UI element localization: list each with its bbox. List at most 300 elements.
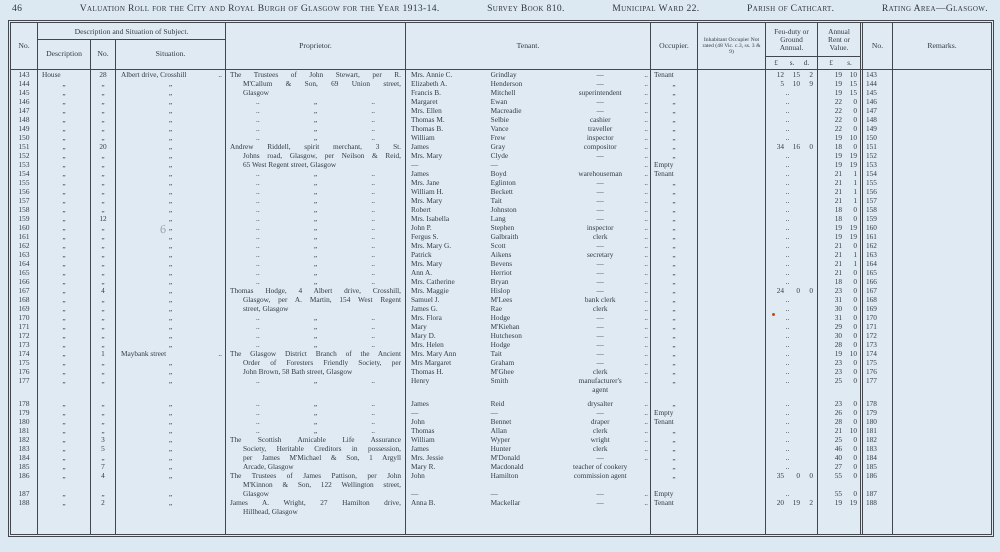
cell-inhabitant-occupier: [698, 498, 766, 507]
rent-shillings: 0: [853, 277, 857, 286]
tenant-surname: Boyd: [490, 169, 507, 178]
cell-proprietor: [226, 70, 406, 79]
ditto-mark: „: [313, 133, 318, 142]
rent-pounds: 25: [834, 376, 842, 385]
cell-tenant: [406, 286, 651, 295]
cell-situation: [116, 322, 226, 331]
cell-inhabitant-occupier: [698, 259, 766, 268]
row-number: 188: [11, 498, 38, 507]
cell-description: „: [38, 340, 91, 349]
tenant-forename: [411, 480, 491, 489]
rent-pounds: 21: [834, 196, 842, 205]
cell-inhabitant-occupier: [698, 97, 766, 106]
cell-inhabitant-occupier: [698, 385, 766, 394]
ditto-dots: ..: [785, 106, 790, 115]
cell-house-number: „: [91, 399, 116, 408]
situation-text: „: [168, 214, 173, 223]
cell-tenant: [406, 313, 651, 322]
cell-proprietor: [226, 462, 406, 471]
cell-inhabitant-occupier: [698, 160, 766, 169]
cell-description: „: [38, 178, 91, 187]
rent-pounds: 30: [834, 331, 842, 340]
rent-pounds: 19: [834, 70, 842, 79]
rent-shillings: 1: [853, 196, 857, 205]
tenant-surname: Scott: [490, 241, 506, 250]
ditto-mark: „: [313, 97, 318, 106]
rent-pounds: 19: [834, 498, 842, 507]
ditto-dots: ..: [785, 97, 790, 106]
cell-house-number: „: [91, 304, 116, 313]
rent-shillings: 0: [853, 106, 857, 115]
cell-annual-rent: [818, 97, 863, 106]
tenant-forename: Thomas H.: [411, 367, 444, 376]
tenant-forename: Thomas B.: [411, 124, 444, 133]
cell-description: „: [38, 358, 91, 367]
cell-feu-duty: [766, 151, 818, 160]
rent-pounds: 21: [834, 169, 842, 178]
cell-inhabitant-occupier: [698, 480, 766, 489]
cell-proprietor: [226, 241, 406, 250]
ditto-mark: „: [313, 322, 318, 331]
cell-feu-duty: [766, 187, 818, 196]
rent-pounds: 23: [834, 399, 842, 408]
cell-occupier: Tenant: [651, 498, 698, 507]
cell-house-number: 3: [91, 435, 116, 444]
ditto-dots: ..: [785, 304, 790, 313]
row-number: 186: [11, 471, 38, 480]
ditto-dots: ..: [644, 331, 648, 340]
row-number: 161: [11, 232, 38, 241]
cell-description: „: [38, 241, 91, 250]
row-number-right: 186: [863, 471, 893, 480]
ditto-dots: ..: [785, 124, 790, 133]
cell-situation: [116, 453, 226, 462]
cell-description: „: [38, 250, 91, 259]
row-number: 155: [11, 178, 38, 187]
proprietor-text: The Glasgow District Branch of the Ancient: [230, 349, 401, 358]
cell-annual-rent: [818, 187, 863, 196]
cell-description: „: [38, 277, 91, 286]
tenant-surname: Smith: [490, 376, 509, 385]
cell-annual-rent: [818, 79, 863, 88]
situation-text: „: [168, 399, 173, 408]
cell-occupier: „: [651, 349, 698, 358]
cell-house-number: 20: [91, 142, 116, 151]
cell-remarks: [893, 214, 991, 223]
situation-text: „: [168, 340, 173, 349]
tenant-surname: Mitchell: [490, 88, 516, 97]
cell-remarks: [893, 178, 991, 187]
situation-text: „: [168, 79, 173, 88]
ditto-dots: ..: [644, 169, 648, 178]
table-row-continuation: [11, 507, 991, 516]
table-row: [11, 70, 991, 79]
cell-proprietor: [226, 516, 406, 534]
row-number-right: 163: [863, 250, 893, 259]
tenant-occupation: —: [596, 286, 604, 295]
ditto-mark: ..: [256, 259, 260, 268]
cell-annual-rent: [818, 358, 863, 367]
cell-feu-duty: [766, 340, 818, 349]
feu-duty-label: Feu-duty or Ground Annual.: [774, 26, 809, 52]
table-row: [11, 399, 991, 408]
tenant-occupation: manufacturer's: [578, 376, 622, 385]
cell-tenant: [406, 471, 651, 480]
cell-proprietor: [226, 367, 406, 376]
ditto-dots: ..: [785, 250, 790, 259]
cell-occupier: „: [651, 426, 698, 435]
row-number: 164: [11, 259, 38, 268]
ditto-dots: ..: [785, 160, 790, 169]
situation-text: Albert drive, Crosshill: [121, 70, 187, 79]
annual-rent-label: Annual Rent or Value.: [828, 26, 850, 52]
cell-description: „: [38, 471, 91, 480]
rent-pounds: 25: [834, 435, 842, 444]
tenant-forename: [411, 507, 491, 516]
cell-house-number: „: [91, 187, 116, 196]
cell-description: „: [38, 462, 91, 471]
tenant-forename: John: [411, 471, 425, 480]
rent-shillings: 10: [849, 70, 857, 79]
tenant-surname: Clyde: [490, 151, 509, 160]
unit-label: d.: [803, 59, 810, 67]
cell-occupier: Empty: [651, 160, 698, 169]
feu-pounds: 34: [776, 142, 784, 151]
cell-house-number: [91, 516, 116, 534]
tenant-occupation: commission agent: [573, 471, 627, 480]
tenant-occupation: inspector: [586, 133, 614, 142]
cell-tenant: [406, 241, 651, 250]
tenant-surname: Herriot: [490, 268, 512, 277]
cell-feu-duty: [766, 376, 818, 385]
rent-shillings: 0: [853, 115, 857, 124]
row-number-right: 187: [863, 489, 893, 498]
ditto-mark: ..: [371, 259, 375, 268]
situation-text: „: [168, 286, 173, 295]
cell-remarks: [893, 79, 991, 88]
cell-occupier: „: [651, 295, 698, 304]
cell-house-number: „: [91, 133, 116, 142]
ditto-mark: ..: [256, 124, 260, 133]
cell-house-number: „: [91, 340, 116, 349]
tenant-occupation: —: [596, 196, 604, 205]
ditto-dots: ..: [644, 241, 648, 250]
ditto-mark: ..: [256, 133, 260, 142]
situation-text: „: [168, 408, 173, 417]
rent-shillings: 0: [853, 205, 857, 214]
feu-pounds: 12: [776, 70, 784, 79]
cell-inhabitant-occupier: [698, 268, 766, 277]
cell-house-number: „: [91, 250, 116, 259]
ditto-dots: ..: [785, 151, 790, 160]
table-row: [11, 124, 991, 133]
cell-tenant: [406, 205, 651, 214]
table-row: [11, 79, 991, 88]
tenant-forename: John P.: [411, 223, 432, 232]
rent-shillings: 0: [853, 489, 857, 498]
cell-proprietor: [226, 223, 406, 232]
cell-feu-duty: [766, 426, 818, 435]
cell-feu-duty: [766, 232, 818, 241]
cell-situation: [116, 408, 226, 417]
ditto-mark: „: [313, 399, 318, 408]
cell-description: „: [38, 214, 91, 223]
col-header-no-right: No.: [863, 23, 893, 69]
row-number-right: 150: [863, 133, 893, 142]
cell-occupier: [651, 507, 698, 516]
situation-text: Maybank street: [121, 349, 167, 358]
rent-pounds: 22: [834, 106, 842, 115]
cell-description: [38, 516, 91, 534]
cell-description: House: [38, 70, 91, 79]
ditto-dots: ..: [218, 70, 222, 79]
col-header-desc-situation: Description and Situation of Subject.: [74, 26, 189, 36]
row-number: 183: [11, 444, 38, 453]
survey-book: Survey Book 810.: [487, 3, 565, 14]
cell-situation: [116, 507, 226, 516]
cell-feu-duty: [766, 399, 818, 408]
situation-text: „: [168, 435, 173, 444]
tenant-forename: Mrs. Jessie: [411, 453, 444, 462]
ditto-dots: ..: [644, 160, 648, 169]
col-header-description-group: [38, 23, 226, 69]
cell-proprietor: [226, 214, 406, 223]
proprietor-text: Glasgow, per A. Martin, 154 West Regent: [243, 295, 401, 304]
tenant-surname: Macreadie: [490, 106, 522, 115]
ditto-mark: „: [313, 223, 318, 232]
tenant-forename: Ann A.: [411, 268, 433, 277]
cell-feu-duty: [766, 471, 818, 480]
row-number: 187: [11, 489, 38, 498]
ditto-dots: ..: [644, 259, 648, 268]
cell-proprietor: [226, 313, 406, 322]
cell-annual-rent: [818, 426, 863, 435]
row-number: 149: [11, 124, 38, 133]
situation-text: „: [168, 106, 173, 115]
rent-shillings: 15: [849, 88, 857, 97]
cell-annual-rent: [818, 498, 863, 507]
cell-remarks: [893, 97, 991, 106]
rent-pounds: 19: [834, 88, 842, 97]
rent-pounds: 19: [834, 133, 842, 142]
tenant-surname: Wyper: [490, 435, 511, 444]
cell-situation: [116, 97, 226, 106]
tenant-occupation: —: [596, 453, 604, 462]
cell-situation: [116, 286, 226, 295]
col-header-situation: Situation.: [155, 49, 186, 59]
row-number-right: 162: [863, 241, 893, 250]
cell-proprietor: [226, 205, 406, 214]
row-number-right: 169: [863, 304, 893, 313]
ditto-dots: ..: [644, 322, 648, 331]
row-number: [11, 480, 38, 489]
row-number: 180: [11, 417, 38, 426]
cell-house-number: [91, 385, 116, 394]
cell-house-number: 2: [91, 498, 116, 507]
ditto-mark: „: [313, 178, 318, 187]
cell-occupier: „: [651, 106, 698, 115]
cell-feu-duty: [766, 444, 818, 453]
cell-house-number: „: [91, 358, 116, 367]
table-row: [11, 408, 991, 417]
tenant-occupation: —: [596, 498, 604, 507]
table-row: [11, 376, 991, 385]
table-row: [11, 340, 991, 349]
row-number-right: 143: [863, 70, 893, 79]
rent-shillings: 0: [853, 367, 857, 376]
cell-situation: [116, 313, 226, 322]
cell-description: „: [38, 223, 91, 232]
cell-remarks: [893, 399, 991, 408]
cell-remarks: [893, 322, 991, 331]
situation-text: „: [168, 223, 173, 232]
situation-text: „: [168, 160, 173, 169]
table-row: [11, 471, 991, 480]
tenant-occupation: —: [596, 187, 604, 196]
situation-text: „: [168, 331, 173, 340]
cell-remarks: [893, 304, 991, 313]
ditto-dots: ..: [785, 241, 790, 250]
cell-house-number: „: [91, 178, 116, 187]
rent-shillings: 0: [853, 97, 857, 106]
ditto-dots: ..: [785, 187, 790, 196]
tenant-occupation: —: [596, 106, 604, 115]
cell-situation: [116, 444, 226, 453]
row-number: 166: [11, 277, 38, 286]
tenant-forename: Mary D.: [411, 331, 436, 340]
cell-remarks: [893, 444, 991, 453]
rent-pounds: 31: [834, 295, 842, 304]
tenant-occupation: —: [596, 268, 604, 277]
rent-shillings: 1: [853, 259, 857, 268]
cell-remarks: [893, 349, 991, 358]
rent-shillings: 0: [853, 453, 857, 462]
cell-tenant: [406, 97, 651, 106]
situation-text: „: [168, 471, 173, 480]
tenant-forename: Mrs. Annie C.: [411, 70, 453, 79]
tenant-occupation: —: [596, 79, 604, 88]
cell-house-number: „: [91, 367, 116, 376]
cell-description: „: [38, 453, 91, 462]
rent-shillings: 1: [853, 250, 857, 259]
cell-occupier: Empty: [651, 408, 698, 417]
cell-proprietor: [226, 124, 406, 133]
ditto-dots: ..: [785, 426, 790, 435]
tenant-occupation: clerk: [592, 444, 608, 453]
cell-occupier: „: [651, 268, 698, 277]
situation-text: „: [168, 304, 173, 313]
cell-inhabitant-occupier: [698, 399, 766, 408]
table-row-continuation: [11, 516, 991, 534]
tenant-forename: Mrs. Mary: [411, 196, 443, 205]
cell-remarks: [893, 507, 991, 516]
situation-text: „: [168, 196, 173, 205]
ditto-mark: ..: [371, 232, 375, 241]
rent-pounds: 19: [834, 223, 842, 232]
tenant-surname: —: [490, 489, 498, 498]
cell-remarks: [893, 70, 991, 79]
rent-shillings: 10: [849, 349, 857, 358]
ditto-mark: „: [313, 106, 318, 115]
rent-pounds: 19: [834, 151, 842, 160]
cell-inhabitant-occupier: [698, 223, 766, 232]
tenant-forename: Samuel J.: [411, 295, 440, 304]
cell-house-number: „: [91, 88, 116, 97]
cell-feu-duty: [766, 435, 818, 444]
cell-tenant: [406, 358, 651, 367]
tenant-surname: Gray: [490, 142, 506, 151]
cell-inhabitant-occupier: [698, 70, 766, 79]
row-number-right: [863, 480, 893, 489]
cell-annual-rent: [818, 349, 863, 358]
cell-annual-rent: [818, 444, 863, 453]
table-row: [11, 331, 991, 340]
tenant-occupation: clerk: [592, 232, 608, 241]
cell-annual-rent: [818, 453, 863, 462]
table-row: [11, 88, 991, 97]
tenant-surname: Hodge: [490, 313, 511, 322]
parish: Parish of Cathcart.: [747, 3, 835, 14]
tenant-occupation: —: [596, 489, 604, 498]
cell-tenant: [406, 169, 651, 178]
ditto-mark: ..: [371, 417, 375, 426]
cell-occupier: Tenant: [651, 417, 698, 426]
cell-proprietor: [226, 417, 406, 426]
ditto-dots: ..: [644, 88, 648, 97]
ditto-dots: ..: [785, 259, 790, 268]
cell-tenant: [406, 399, 651, 408]
cell-tenant: [406, 453, 651, 462]
proprietor-text: The Trustees of John Stewart, per R.: [230, 70, 401, 79]
cell-annual-rent: [818, 286, 863, 295]
ditto-dots: ..: [785, 358, 790, 367]
cell-proprietor: [226, 331, 406, 340]
row-number: 152: [11, 151, 38, 160]
ditto-mark: ..: [256, 196, 260, 205]
cell-proprietor: [226, 196, 406, 205]
row-number-right: 151: [863, 142, 893, 151]
cell-remarks: [893, 142, 991, 151]
cell-situation: [116, 88, 226, 97]
row-number: 184: [11, 453, 38, 462]
ditto-mark: ..: [256, 115, 260, 124]
cell-inhabitant-occupier: [698, 151, 766, 160]
tenant-occupation: clerk: [592, 304, 608, 313]
page-title: Valuation Roll for the City and Royal Burgh of Glasgow for the Year 1913-14.: [79, 3, 440, 14]
cell-proprietor: [226, 115, 406, 124]
tenant-forename: Mary: [411, 322, 427, 331]
rent-pounds: 18: [834, 214, 842, 223]
cell-description: [38, 480, 91, 489]
tenant-surname: Reid: [490, 399, 505, 408]
cell-annual-rent: [818, 70, 863, 79]
ditto-mark: „: [313, 205, 318, 214]
tenant-surname: Graham: [490, 358, 515, 367]
cell-feu-duty: [766, 480, 818, 489]
cell-description: „: [38, 295, 91, 304]
ditto-dots: ..: [644, 205, 648, 214]
cell-tenant: [406, 277, 651, 286]
tenant-forename: Fergus S.: [411, 232, 439, 241]
cell-situation: [116, 358, 226, 367]
table-row: [11, 295, 991, 304]
situation-text: „: [168, 115, 173, 124]
cell-tenant: [406, 462, 651, 471]
cell-description: „: [38, 444, 91, 453]
unit-label: s.: [847, 59, 852, 67]
cell-situation: [116, 259, 226, 268]
cell-feu-duty: [766, 304, 818, 313]
